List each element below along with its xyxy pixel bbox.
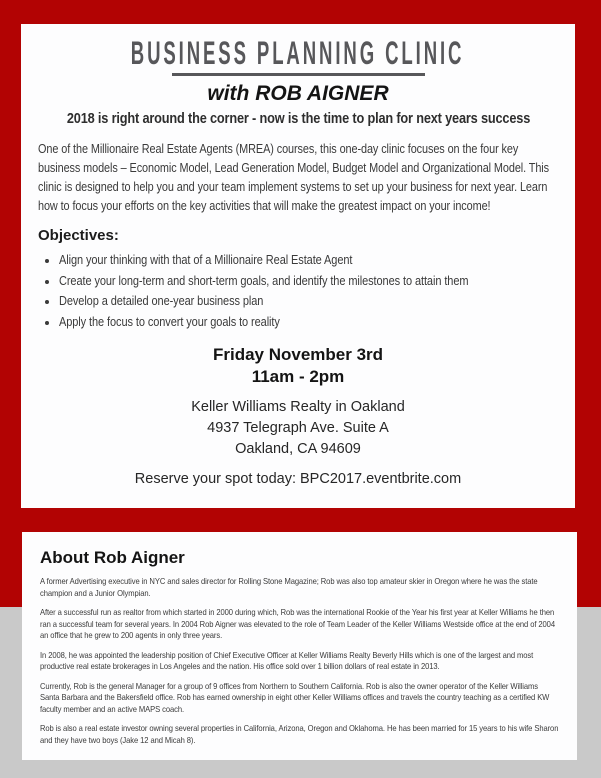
about-card [22,532,577,760]
about-heading: About Rob Aigner [40,548,185,567]
venue-block [21,397,575,460]
venue-street: 4937 Telegraph Ave. Suite A [207,420,389,436]
about-paragraphs [40,576,559,746]
event-time: 11am - 2pm [251,367,345,386]
list-item [59,312,575,333]
reserve-link-line[interactable]: Reserve your spot today: BPC2017.eventbrite.com [134,471,462,487]
venue-name: Keller Williams Realty in Oakland [191,399,405,415]
about-paragraph: A former Advertising executive in NYC and sales director for Rolling Stone Magazine; Rob was also top amateur skier in Oregon where he was the state champion and a Junior Olympian. [40,576,538,598]
list-item [59,291,575,312]
objective-text: Create your long-term and short-term goals, and identify the milestones to attain them [59,273,469,288]
event-block [21,344,575,388]
about-paragraph: Currently, Rob is the general Manager for a group of 9 offices from Northern to Southern California. Rob is also the owner operator of the Keller Williams Santa Barbara and the Bakersfield office. Rob has earned ownership in eight other Keller Williams offices and travels the country teaching as a certified KW faculty member and an active MAPS coach. [40,680,550,714]
venue-city: Oakland, CA 94609 [235,441,361,457]
objective-text: Align your thinking with that of a Millionaire Real Estate Agent [59,253,353,267]
about-paragraph: After a successful run as realtor from which started in 2000 during which, Rob was the international Rookie of the Year his first year at Keller Williams he then ran a successful team for several years. In 2004 Rob Aigner was elevated to the role of Team Leader of the Keller Williams Westside office at the end of 2004 an office that he grew to 200 agents in only three years. [40,607,555,640]
objectives-heading: Objectives: [38,227,119,244]
title-underline [172,73,425,76]
page-title: BUSINESS PLANNING CLINIC [131,35,465,71]
presenter-line: with ROB AIGNER [207,82,389,105]
intro-paragraph: One of the Millionaire Real Estate Agents (MREA) courses, this one-day clinic focuses on the four key business models – Economic Model, Lead Generation Model, Budget Model and Organizational Model. This clinic is designed to help you and your team implement systems to set up your business for next year. Learn how to focus your efforts on the key activities that will make the greatest impact on your income! [38,142,549,213]
list-item [59,250,575,271]
about-paragraph: In 2008, he was appointed the leadership position of Chief Executive Officer at Keller Williams Realty Beverly Hills which is one of the largest and most productive real estate brokerages in Los Angeles and the nation. His office sold over 1 billion dollars of real estate in 2013. [40,649,534,671]
event-date: Friday November 3rd [212,345,384,364]
objective-text: Develop a detailed one-year business plan [59,294,264,308]
title-row [21,36,575,70]
objectives-list [38,250,575,332]
tagline-row [21,109,575,129]
objective-text: Apply the focus to convert your goals to reality [59,314,280,329]
list-item [59,271,575,292]
about-paragraph: Rob is also a real estate investor owning several properties in California, Arizona, Oregon and Oklahoma. He has been married for 15 years to his wife Sharon and they have two boys (Jake 12 and Micah 8). [40,723,559,745]
main-flyer-card [21,24,575,508]
tagline: 2018 is right around the corner - now is the time to plan for next years success [66,110,530,127]
